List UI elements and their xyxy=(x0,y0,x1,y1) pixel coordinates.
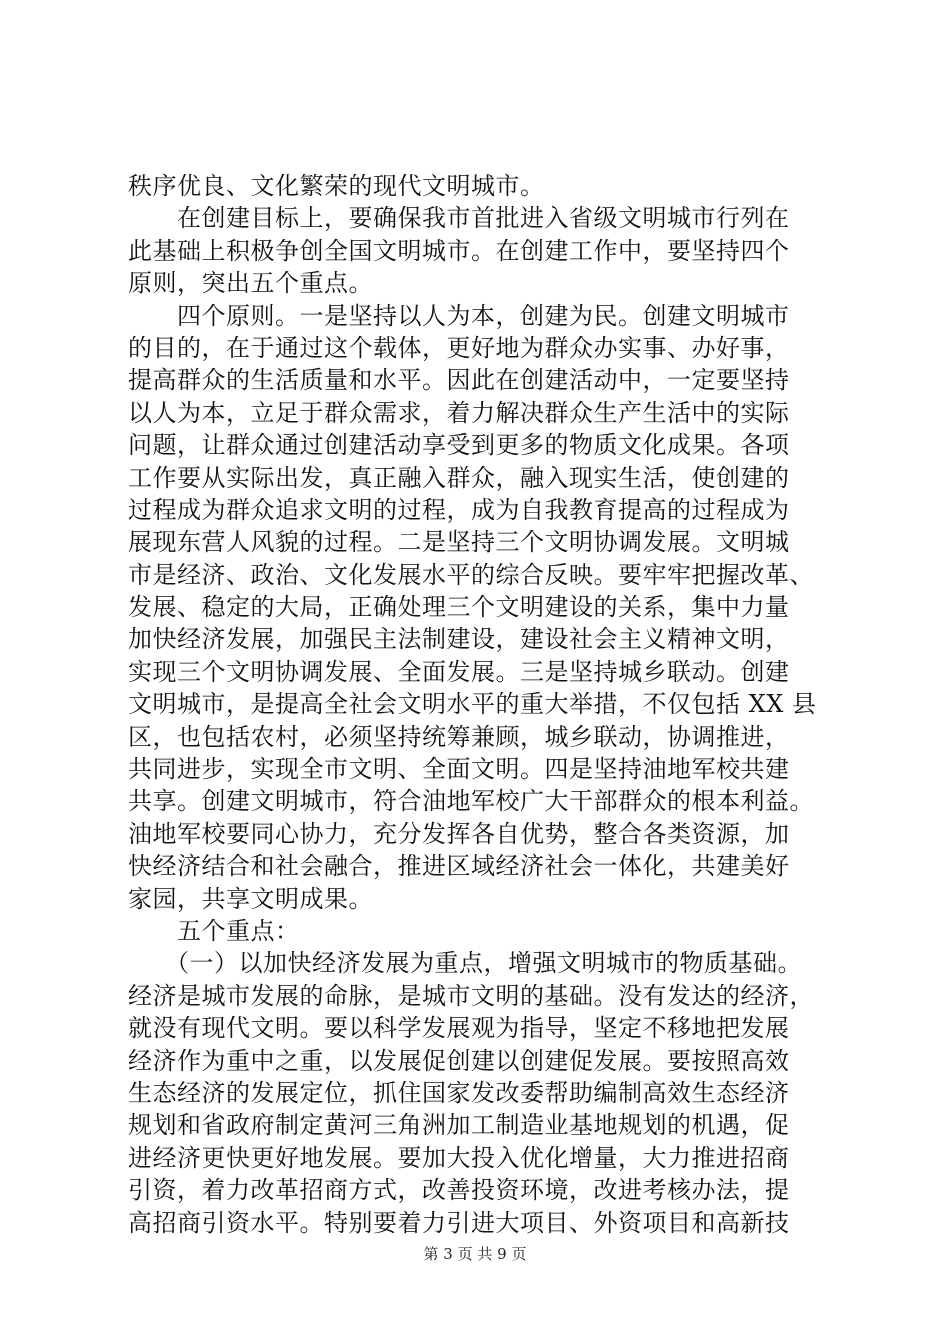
text-line: 展现东营人风貌的过程。二是坚持三个文明协调发展。文明城 xyxy=(128,528,790,557)
text-line: 问题，让群众通过创建活动享受到更多的物质文化成果。各项 xyxy=(128,431,790,460)
text-line: 市是经济、政治、文化发展水平的综合反映。要牢牢把握改革、 xyxy=(128,560,814,589)
text-line: 加快经济发展，加强民主法制建设，建设社会主义精神文明， xyxy=(128,625,790,654)
text-line: 共享。创建文明城市，符合油地军校广大干部群众的根本利益。 xyxy=(128,787,814,816)
text-line: 经济作为重中之重，以发展促创建以创建促发展。要按照高效 xyxy=(128,1046,790,1075)
text-line: 家园，共享文明成果。 xyxy=(128,884,373,913)
text-line: 规划和省政府制定黄河三角洲加工制造业基地规划的机遇，促 xyxy=(128,1111,790,1140)
text-line: 文明城市，是提高全社会文明水平的重大举措，不仅包括 XX 县 xyxy=(128,690,817,719)
text-line: 就没有现代文明。要以科学发展观为指导，坚定不移地把发展 xyxy=(128,1014,790,1043)
text-line: 发展、稳定的大局，正确处理三个文明建设的关系，集中力量 xyxy=(128,593,790,622)
text-line: 高招商引资水平。特别要着力引进大项目、外资项目和高新技 xyxy=(128,1208,790,1237)
text-line: 区，也包括农村，必须坚持统筹兼顾，城乡联动，协调推进， xyxy=(128,722,790,751)
page-footer: 第 3 页 共 9 页 xyxy=(423,1245,527,1263)
text-line: 五个重点： xyxy=(128,916,300,945)
text-line: 的目的，在于通过这个载体，更好地为群众办实事、办好事， xyxy=(128,333,790,362)
text-line: 此基础上积极争创全国文明城市。在创建工作中，要坚持四个 xyxy=(128,236,790,265)
text-line: 四个原则。一是坚持以人为本，创建为民。创建文明城市 xyxy=(128,301,790,330)
text-line: 提高群众的生活质量和水平。因此在创建活动中，一定要坚持 xyxy=(128,366,790,395)
body-text xyxy=(128,170,840,1239)
text-line: 工作要从实际出发，真正融入群众，融入现实生活，使创建的 xyxy=(128,463,790,492)
text-line: （一）以加快经济发展为重点，增强文明城市的物质基础。 xyxy=(128,949,802,978)
text-line: 油地军校要同心协力，充分发挥各自优势，整合各类资源，加 xyxy=(128,819,790,848)
text-line: 共同进步，实现全市文明、全面文明。四是坚持油地军校共建 xyxy=(128,755,790,784)
text-line: 以人为本，立足于群众需求，着力解决群众生产生活中的实际 xyxy=(128,398,790,427)
text-line: 秩序优良、文化繁荣的现代文明城市。 xyxy=(128,172,545,200)
text-line: 进经济更快更好地发展。要加大投入优化增量，大力推进招商 xyxy=(128,1143,790,1172)
text-line: 实现三个文明协调发展、全面发展。三是坚持城乡联动。创建 xyxy=(128,657,790,686)
text-line: 原则，突出五个重点。 xyxy=(128,269,373,298)
text-line: 快经济结合和社会融合，推进区域经济社会一体化，共建美好 xyxy=(128,852,790,881)
text-line: 生态经济的发展定位，抓住国家发改委帮助编制高效生态经济 xyxy=(128,1078,790,1107)
text-line: 过程成为群众追求文明的过程，成为自我教育提高的过程成为 xyxy=(128,495,790,524)
text-line: 在创建目标上，要确保我市首批进入省级文明城市行列在 xyxy=(128,204,790,233)
text-line: 引资，着力改革招商方式，改善投资环境，改进考核办法，提 xyxy=(128,1176,790,1205)
text-line: 经济是城市发展的命脉，是城市文明的基础。没有发达的经济， xyxy=(128,981,814,1010)
